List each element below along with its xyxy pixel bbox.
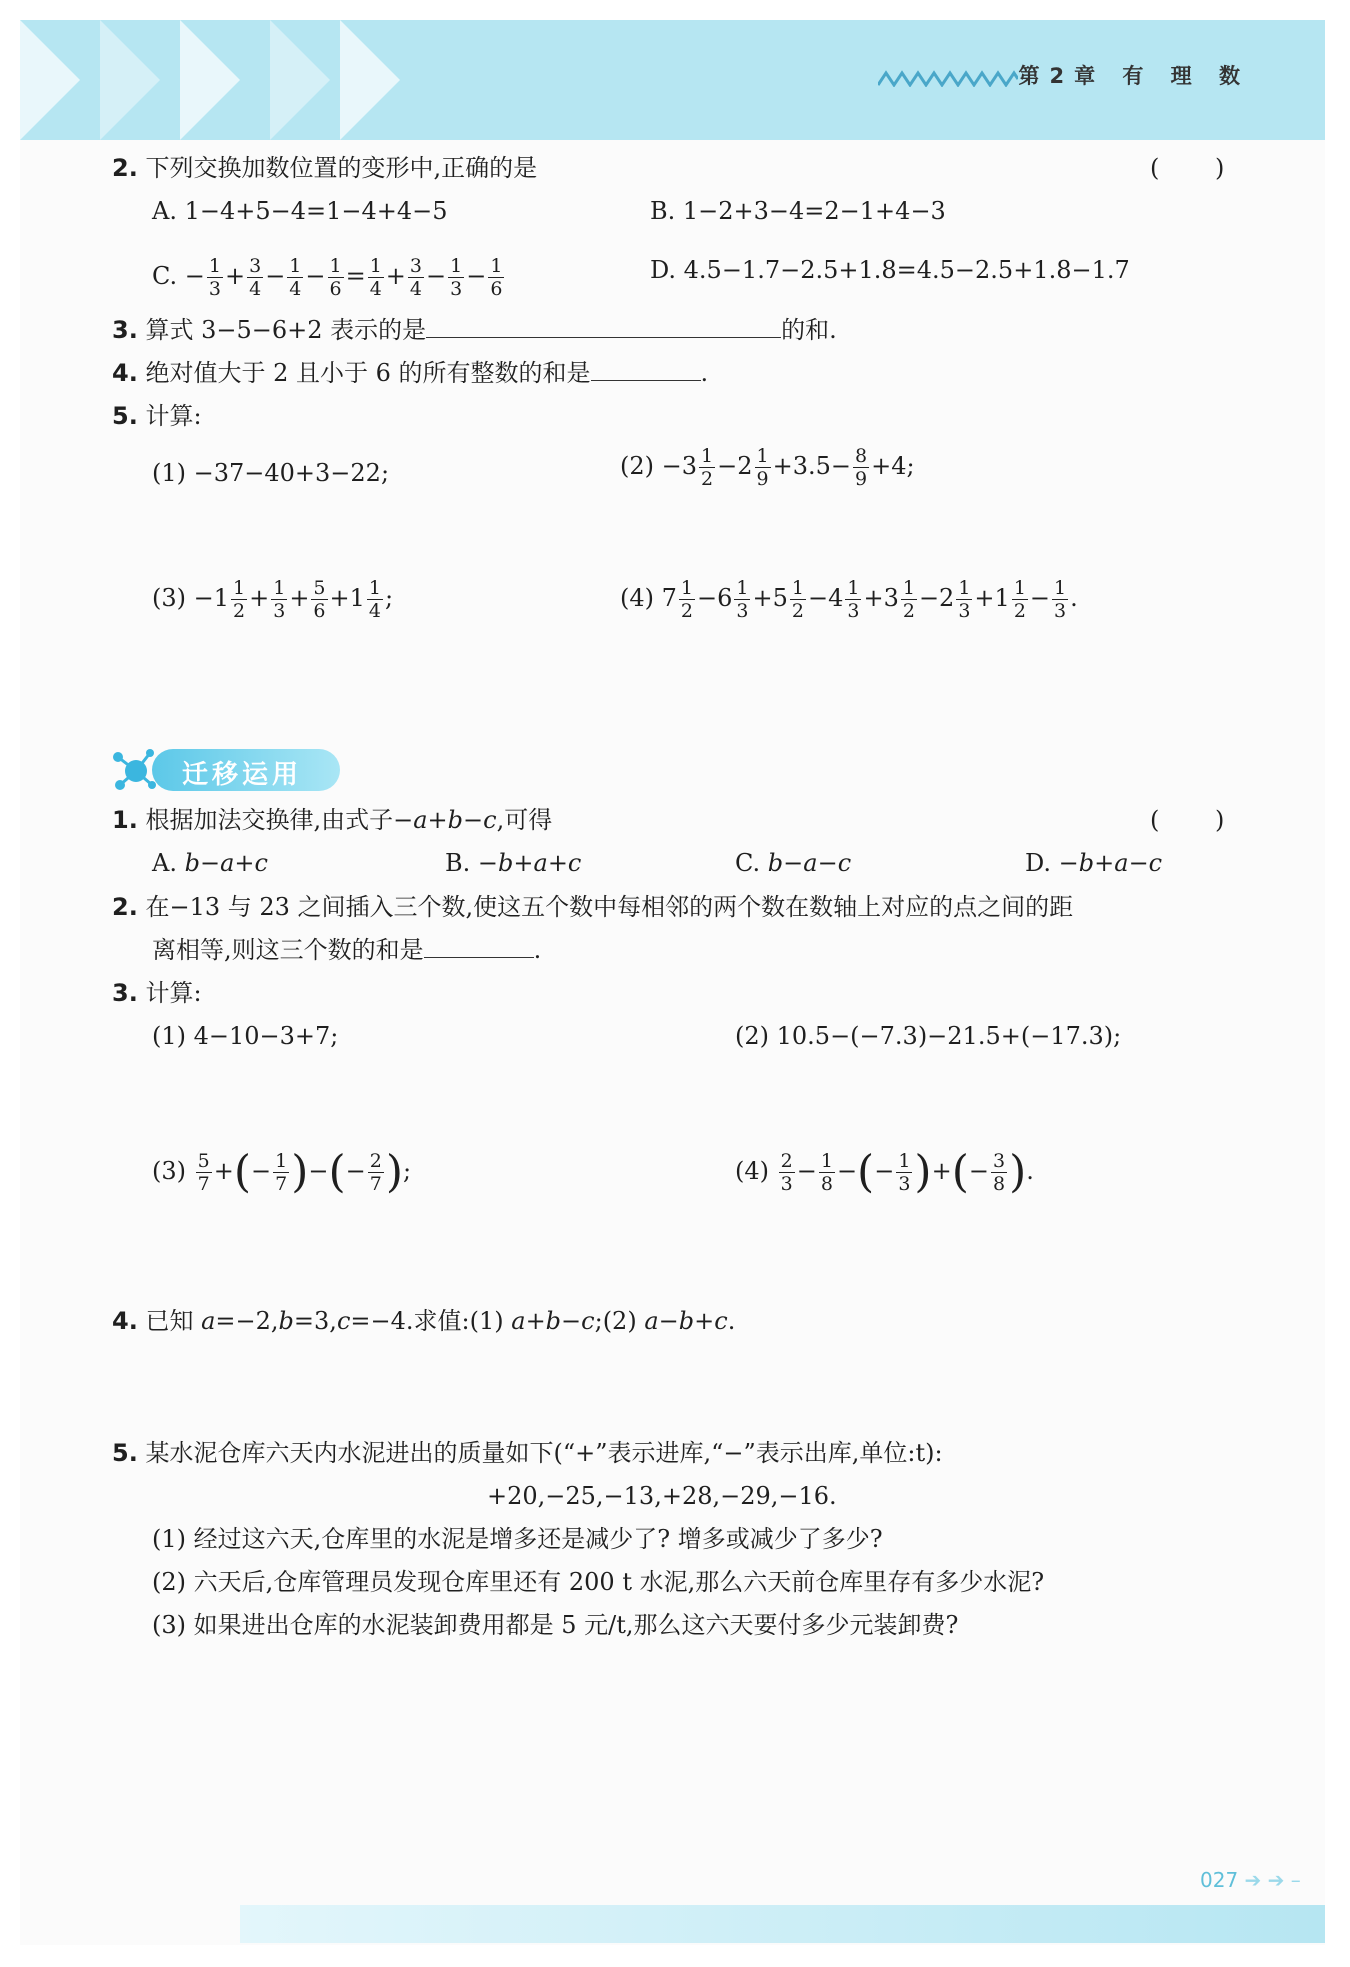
chevron-decor: [100, 20, 160, 140]
question-text: 在−13 与 23 之间插入三个数,使这五个数中每相邻的两个数在数轴上对应的点之间的距: [145, 893, 1074, 921]
calc-3: (3) $\frac{5}{7}$ +(− $\frac{1}{7}$ )−(− $\frac{2}{7}$ );: [152, 1146, 412, 1198]
question-text: 算式 3−5−6+2 表示的是: [145, 316, 427, 344]
section-title: 迁移运用: [182, 760, 303, 790]
answer-blank[interactable]: [424, 935, 534, 958]
question-text: ;(2): [594, 1307, 637, 1335]
answer-paren: ( ): [1150, 154, 1249, 182]
question-number: 5.: [112, 402, 138, 430]
answer-blank[interactable]: [426, 315, 781, 338]
calc-label: (2): [620, 452, 654, 480]
question-stem: 某水泥仓库六天内水泥进出的质量如下(“+”表示进库,“−”表示出库,单位:t):: [145, 1439, 943, 1467]
calc-label: (4): [735, 1157, 769, 1185]
question-text: 已知: [145, 1307, 194, 1335]
subquestion-1: (1) 经过这六天,仓库里的水泥是增多还是减少了? 增多或减少了多少?: [152, 1525, 883, 1553]
calc-1: (1) 4−10−3+7;: [152, 1022, 339, 1050]
calc-4: (4) 7 $\frac{1}{2}$ −6 $\frac{1}{3}$ +5 $\frac{1}{2}$ −4 $\frac{1}{3}$ +3 $\frac{1}{2}$ −2 $\frac{1}{3}$ +1 $\frac{1}{2}$ − $\frac{1}{3}$ .: [620, 577, 1078, 622]
calc-1: (1) −37−40+3−22;: [152, 459, 390, 487]
transfer-question-2: [112, 892, 1073, 922]
page-number-text: 027: [1200, 1868, 1239, 1892]
option-label: B.: [445, 849, 471, 877]
calc-label: (3): [152, 584, 186, 612]
question-text: ,可得: [496, 806, 553, 834]
option-label: C.: [735, 849, 761, 877]
transfer-question-2-line2: [152, 935, 541, 965]
transfer-question-1: 1. 根据加法交换律,由式子−a+b−c,可得: [112, 806, 553, 834]
question-number: 2.: [112, 893, 138, 921]
question-number: 3.: [112, 979, 138, 1007]
question-text: 求值:(1): [413, 1307, 504, 1335]
option-b: B. −b+a+c: [445, 849, 582, 877]
section-tag: [110, 745, 350, 797]
question-3: [112, 315, 837, 345]
page-sheet: [20, 20, 1325, 1945]
question-text: 离相等,则这三个数的和是: [152, 936, 424, 964]
transfer-question-5: [112, 1438, 943, 1468]
question-number: 2.: [112, 154, 138, 182]
option-c: C. − $\frac{1}{3}$ + $\frac{3}{4}$ − $\frac{1}{4}$ − $\frac{1}{6}$ = $\frac{1}{4}$ + $\frac{3}{4}$ − $\frac{1}{3}$ − $\frac{1}{6}$: [152, 255, 503, 300]
calc-2: (2) 10.5−(−7.3)−21.5+(−17.3);: [735, 1022, 1122, 1050]
question-number: 4.: [112, 359, 138, 387]
footer-band: [240, 1905, 1325, 1943]
option-b: B. 1−2+3−4=2−1+4−3: [650, 197, 946, 225]
option-label: C.: [152, 262, 178, 290]
question-number: 4.: [112, 1307, 138, 1335]
subquestion-3: (3) 如果进出仓库的水泥装卸费用都是 5 元/t,那么这六天要付多少元装卸费?: [152, 1611, 959, 1639]
page-number: [1200, 1868, 1301, 1892]
option-label: A.: [152, 849, 177, 877]
question-stem: 计算:: [145, 979, 202, 1007]
transfer-question-3: [112, 978, 202, 1008]
question-stem: 下列交换加数位置的变形中,正确的是: [145, 154, 538, 182]
chevron-decor: [340, 20, 400, 140]
chevron-decor: [180, 20, 240, 140]
question-number: 5.: [112, 1439, 138, 1467]
question-text: 绝对值大于 2 且小于 6 的所有整数的和是: [145, 359, 591, 387]
option-a: A. b−a+c: [152, 849, 268, 877]
option-a: A. 1−4+5−4=1−4+4−5: [152, 197, 448, 225]
option-d: D. −b+a−c: [1025, 849, 1163, 877]
calc-4: (4) $\frac{2}{3}$ − $\frac{1}{8}$ −(− $\frac{1}{3}$ )+(− $\frac{3}{8}$ ).: [735, 1146, 1034, 1198]
question-text: 根据加法交换律,由式子−: [145, 806, 414, 834]
answer-blank[interactable]: [591, 358, 701, 381]
calc-label: (4): [620, 584, 654, 612]
chevron-decor: [270, 20, 330, 140]
question-number: 3.: [112, 316, 138, 344]
question-stem: 计算:: [145, 402, 202, 430]
question-4: [112, 358, 708, 388]
chevron-decor: [20, 20, 80, 140]
question-text: .: [700, 359, 709, 387]
subquestion-2: (2) 六天后,仓库管理员发现仓库里还有 200 t 水泥,那么六天前仓库里存有多少水泥?: [152, 1568, 1045, 1596]
question-text: .: [533, 936, 542, 964]
option-d: D. 4.5−1.7−2.5+1.8=4.5−2.5+1.8−1.7: [650, 256, 1130, 284]
option-label: D.: [1025, 849, 1052, 877]
calc-2: (2) −3 $\frac{1}{2}$ −2 $\frac{1}{9}$ +3.5− $\frac{8}{9}$ +4;: [620, 445, 915, 490]
warehouse-data: +20,−25,−13,+28,−29,−16.: [487, 1482, 837, 1510]
question-2: [112, 153, 537, 183]
question-5: [112, 401, 202, 431]
option-c: C. b−a−c: [735, 849, 852, 877]
transfer-question-4: 4. 已知 a=−2,b=3,c=−4.求值:(1) a+b−c;(2) a−b+c.: [112, 1307, 736, 1335]
answer-paren: ( ): [1150, 806, 1249, 834]
calc-label: (3): [152, 1157, 186, 1185]
arrow-right-icon: ➔ ➔ –: [1244, 1868, 1301, 1892]
mountain-deco-icon: [878, 65, 1018, 87]
question-number: 1.: [112, 806, 138, 834]
chapter-title: 第2章 有 理 数: [1018, 64, 1250, 88]
calc-3: (3) −1 $\frac{1}{2}$ + $\frac{1}{3}$ + $\frac{5}{6}$ +1 $\frac{1}{4}$ ;: [152, 577, 394, 622]
question-text: 的和.: [781, 316, 837, 344]
